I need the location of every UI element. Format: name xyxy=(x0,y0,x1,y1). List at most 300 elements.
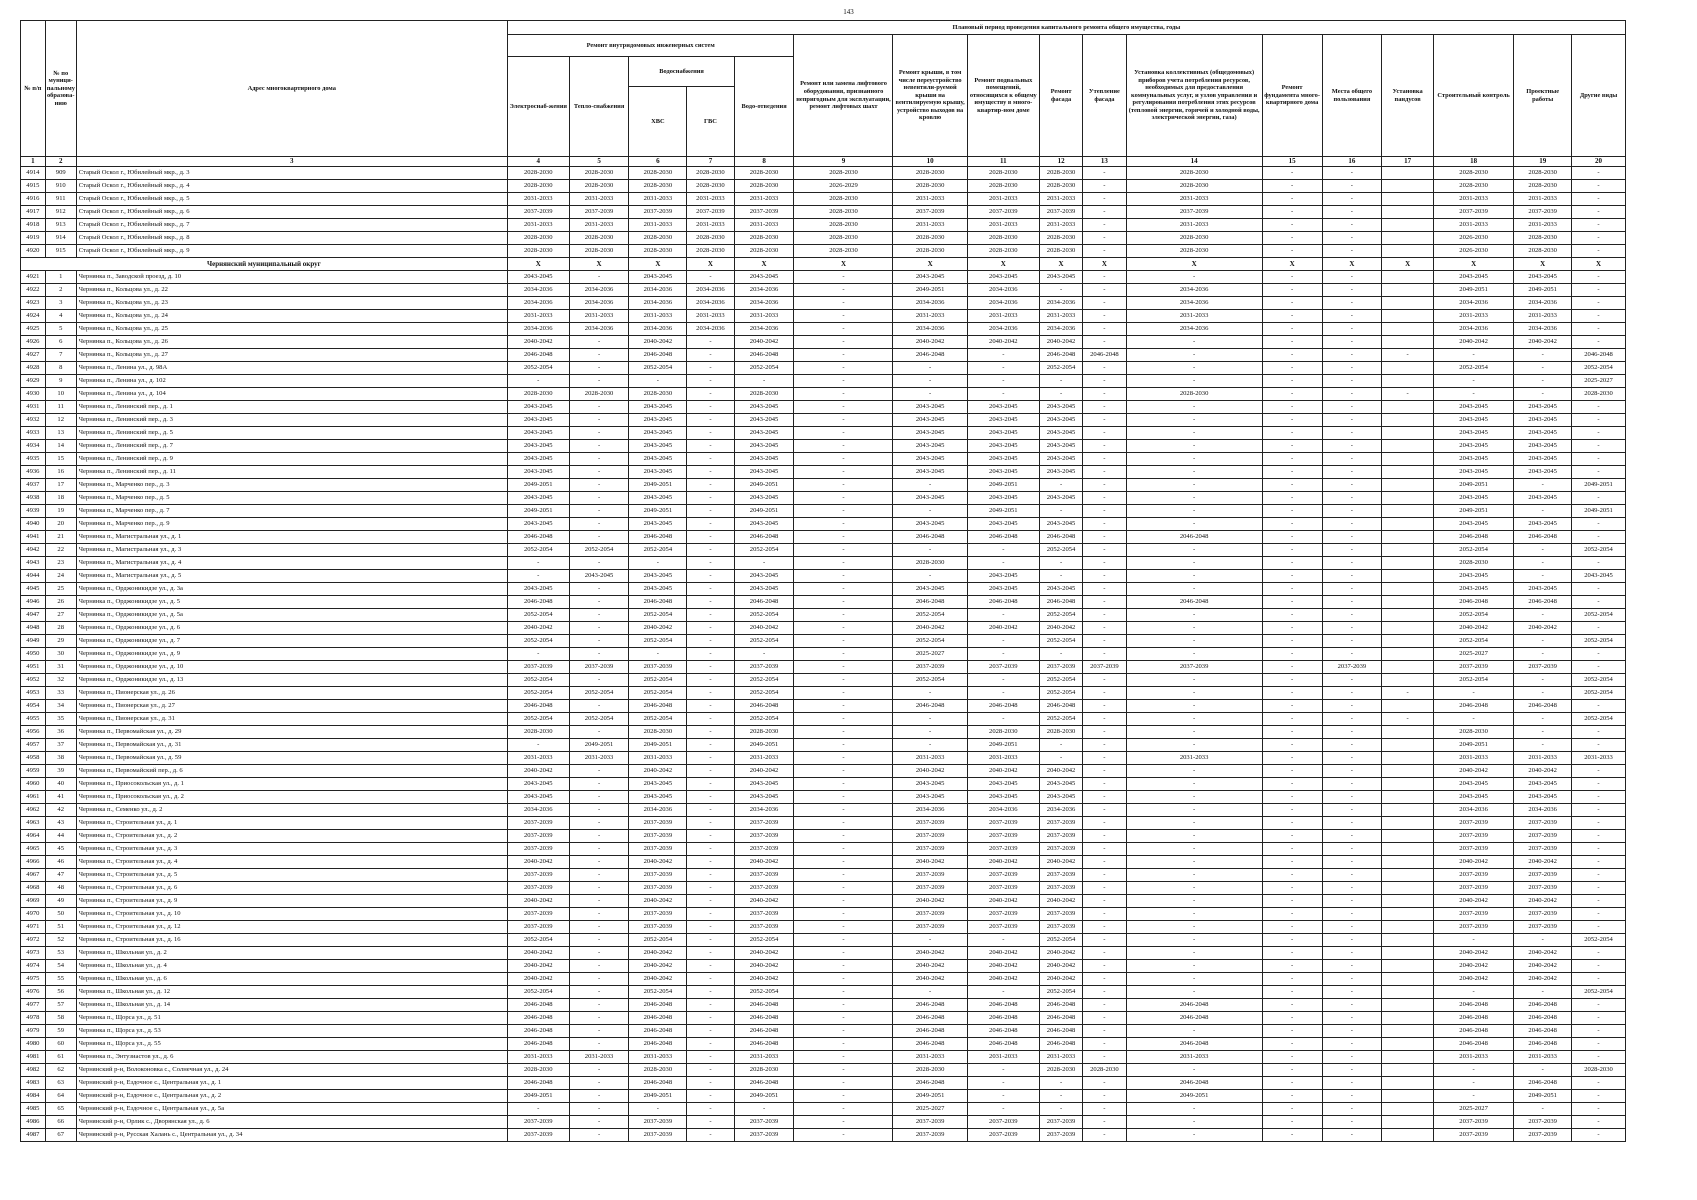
ramps-cell xyxy=(1382,479,1434,492)
address-cell: Чернянка п., Пионерская ул., д. 27 xyxy=(76,700,507,713)
section-mark-cell: X xyxy=(1322,258,1382,271)
meters-cell: 2046-2048 xyxy=(1126,596,1262,609)
gvs-cell: - xyxy=(687,492,734,505)
hvs-cell: 2049-2051 xyxy=(629,505,687,518)
design-works-cell: - xyxy=(1514,713,1572,726)
electro-cell: 2037-2039 xyxy=(507,908,569,921)
roof-cell: 2037-2039 xyxy=(893,817,967,830)
address-cell: Чернянка п., Марченко пер., д. 7 xyxy=(76,505,507,518)
facade-cell: 2052-2054 xyxy=(1039,609,1082,622)
design-works-cell: 2049-2051 xyxy=(1514,1090,1572,1103)
ramps-cell xyxy=(1382,219,1434,232)
basement-cell: 2037-2039 xyxy=(967,882,1039,895)
electro-cell: 2046-2048 xyxy=(507,349,569,362)
gvs-cell: - xyxy=(687,505,734,518)
construction-control-cell: 2031-2033 xyxy=(1433,752,1513,765)
hvs-cell: - xyxy=(629,557,687,570)
row-number-cell: 4931 xyxy=(21,401,46,414)
column-number: 10 xyxy=(893,157,967,167)
insulation-cell: - xyxy=(1083,934,1126,947)
meters-cell: 2046-2048 xyxy=(1126,1038,1262,1051)
facade-cell: 2046-2048 xyxy=(1039,596,1082,609)
foundation-cell: - xyxy=(1262,310,1322,323)
column-number: 20 xyxy=(1572,157,1626,167)
hvs-cell: 2043-2045 xyxy=(629,414,687,427)
heat-cell: - xyxy=(569,908,629,921)
table-row xyxy=(21,713,1626,726)
ramps-cell xyxy=(1382,1116,1434,1129)
drainage-cell: 2046-2048 xyxy=(734,1077,794,1090)
lift-cell: - xyxy=(794,999,893,1012)
gvs-cell: - xyxy=(687,388,734,401)
electro-cell: - xyxy=(507,570,569,583)
mun-number-cell: 3 xyxy=(45,297,76,310)
row-number-cell: 4937 xyxy=(21,479,46,492)
other-cell: 2052-2054 xyxy=(1572,713,1626,726)
hvs-cell: 2043-2045 xyxy=(629,453,687,466)
common-areas-cell: - xyxy=(1322,739,1382,752)
table-row xyxy=(21,232,1626,245)
row-number-cell: 4924 xyxy=(21,310,46,323)
drainage-cell: 2046-2048 xyxy=(734,1025,794,1038)
heat-cell: - xyxy=(569,596,629,609)
table-row xyxy=(21,1025,1626,1038)
construction-control-cell: 2037-2039 xyxy=(1433,869,1513,882)
electro-cell: 2052-2054 xyxy=(507,713,569,726)
drainage-cell: 2037-2039 xyxy=(734,882,794,895)
common-areas-cell: - xyxy=(1322,427,1382,440)
other-cell: - xyxy=(1572,583,1626,596)
drainage-cell: 2046-2048 xyxy=(734,1012,794,1025)
common-areas-cell: - xyxy=(1322,635,1382,648)
basement-cell: 2031-2033 xyxy=(967,193,1039,206)
roof-cell: 2049-2051 xyxy=(893,284,967,297)
column-number: 12 xyxy=(1039,157,1082,167)
column-number: 1 xyxy=(21,157,46,167)
foundation-cell: - xyxy=(1262,739,1322,752)
design-works-cell: 2040-2042 xyxy=(1514,765,1572,778)
row-number-cell: 4967 xyxy=(21,869,46,882)
electro-cell: 2028-2030 xyxy=(507,232,569,245)
common-areas-cell: - xyxy=(1322,934,1382,947)
facade-cell: 2052-2054 xyxy=(1039,635,1082,648)
common-areas-cell: - xyxy=(1322,752,1382,765)
heat-cell: - xyxy=(569,1090,629,1103)
construction-control-cell: 2043-2045 xyxy=(1433,518,1513,531)
mun-number-cell: 13 xyxy=(45,427,76,440)
drainage-cell: 2040-2042 xyxy=(734,765,794,778)
facade-cell: - xyxy=(1039,557,1082,570)
gvs-cell: - xyxy=(687,791,734,804)
electro-cell: 2043-2045 xyxy=(507,791,569,804)
common-areas-cell: - xyxy=(1322,479,1382,492)
basement-cell: 2034-2036 xyxy=(967,323,1039,336)
design-works-cell: 2046-2048 xyxy=(1514,1038,1572,1051)
common-areas-cell: - xyxy=(1322,947,1382,960)
electro-cell: 2043-2045 xyxy=(507,401,569,414)
address-cell: Чернянка п., Ленинский пер., д. 1 xyxy=(76,401,507,414)
address-cell: Чернянка п., Ленинский пер., д. 11 xyxy=(76,466,507,479)
basement-cell: - xyxy=(967,1103,1039,1116)
hvs-cell: 2031-2033 xyxy=(629,752,687,765)
facade-cell: 2043-2045 xyxy=(1039,414,1082,427)
electro-cell: 2037-2039 xyxy=(507,869,569,882)
other-cell: - xyxy=(1572,739,1626,752)
facade-cell: 2037-2039 xyxy=(1039,817,1082,830)
row-number-cell: 4946 xyxy=(21,596,46,609)
mun-number-cell: 66 xyxy=(45,1116,76,1129)
foundation-cell: - xyxy=(1262,1103,1322,1116)
lift-cell: - xyxy=(794,921,893,934)
col-insulation-header: Утепление фасада xyxy=(1083,35,1126,157)
insulation-cell: - xyxy=(1083,323,1126,336)
ramps-cell xyxy=(1382,882,1434,895)
drainage-cell: 2028-2030 xyxy=(734,167,794,180)
insulation-cell: 2028-2030 xyxy=(1083,1064,1126,1077)
lift-cell: - xyxy=(794,1012,893,1025)
lift-cell: - xyxy=(794,609,893,622)
mun-number-cell: 910 xyxy=(45,180,76,193)
foundation-cell: - xyxy=(1262,856,1322,869)
heat-cell: - xyxy=(569,1025,629,1038)
lift-cell: - xyxy=(794,1051,893,1064)
facade-cell: 2034-2036 xyxy=(1039,323,1082,336)
facade-cell: 2046-2048 xyxy=(1039,349,1082,362)
address-cell: Чернянка п., Первомайская ул., д. 29 xyxy=(76,726,507,739)
common-areas-cell: - xyxy=(1322,674,1382,687)
mun-number-cell: 2 xyxy=(45,284,76,297)
address-cell: Чернянка п., Строительная ул., д. 3 xyxy=(76,843,507,856)
construction-control-cell: 2025-2027 xyxy=(1433,1103,1513,1116)
basement-cell: - xyxy=(967,1077,1039,1090)
foundation-cell: - xyxy=(1262,596,1322,609)
address-cell: Чернянка п., Школьная ул., д. 12 xyxy=(76,986,507,999)
address-cell: Чернянский р-н, Ездочное с., Центральная ул., д. 1 xyxy=(76,1077,507,1090)
drainage-cell: - xyxy=(734,1103,794,1116)
gvs-cell: - xyxy=(687,1090,734,1103)
construction-control-cell: 2040-2042 xyxy=(1433,895,1513,908)
design-works-cell: - xyxy=(1514,635,1572,648)
ramps-cell xyxy=(1382,1064,1434,1077)
roof-cell: 2040-2042 xyxy=(893,895,967,908)
heat-cell: 2052-2054 xyxy=(569,687,629,700)
address-cell: Чернянка п., Семенко ул., д. 2 xyxy=(76,804,507,817)
insulation-cell: - xyxy=(1083,1038,1126,1051)
mun-number-cell: 28 xyxy=(45,622,76,635)
design-works-cell: 2034-2036 xyxy=(1514,323,1572,336)
facade-cell: 2040-2042 xyxy=(1039,960,1082,973)
design-works-cell: - xyxy=(1514,674,1572,687)
address-cell: Чернянский р-н, Ездочное с., Центральная ул., д. 2 xyxy=(76,1090,507,1103)
insulation-cell: - xyxy=(1083,180,1126,193)
insulation-cell: - xyxy=(1083,401,1126,414)
hvs-cell: 2037-2039 xyxy=(629,882,687,895)
ramps-cell xyxy=(1382,999,1434,1012)
lift-cell: - xyxy=(794,635,893,648)
ramps-cell xyxy=(1382,297,1434,310)
ramps-cell xyxy=(1382,505,1434,518)
electro-cell: 2034-2036 xyxy=(507,284,569,297)
table-row xyxy=(21,505,1626,518)
hvs-cell: 2037-2039 xyxy=(629,830,687,843)
row-number-cell: 4953 xyxy=(21,687,46,700)
heat-cell: - xyxy=(569,466,629,479)
col-foundation-header: Ремонт фундамента много-квартирного дома xyxy=(1262,35,1322,157)
address-cell: Чернянка п., Магистральная ул., д. 1 xyxy=(76,531,507,544)
basement-cell: 2034-2036 xyxy=(967,284,1039,297)
roof-cell: 2037-2039 xyxy=(893,921,967,934)
mun-number-cell: 16 xyxy=(45,466,76,479)
insulation-cell: - xyxy=(1083,206,1126,219)
insulation-cell: - xyxy=(1083,583,1126,596)
drainage-cell: 2043-2045 xyxy=(734,466,794,479)
table-row xyxy=(21,492,1626,505)
meters-cell: 2046-2048 xyxy=(1126,1077,1262,1090)
facade-cell: 2031-2033 xyxy=(1039,219,1082,232)
meters-cell: - xyxy=(1126,1116,1262,1129)
column-number: 11 xyxy=(967,157,1039,167)
basement-cell: 2040-2042 xyxy=(967,973,1039,986)
lift-cell: - xyxy=(794,453,893,466)
gvs-cell: - xyxy=(687,1129,734,1142)
meters-cell: - xyxy=(1126,908,1262,921)
facade-cell: 2040-2042 xyxy=(1039,856,1082,869)
hvs-cell: 2049-2051 xyxy=(629,479,687,492)
foundation-cell: - xyxy=(1262,713,1322,726)
section-mark-cell: X xyxy=(794,258,893,271)
common-areas-cell: - xyxy=(1322,648,1382,661)
heat-cell: - xyxy=(569,778,629,791)
other-cell: - xyxy=(1572,180,1626,193)
ramps-cell xyxy=(1382,843,1434,856)
gvs-cell: - xyxy=(687,479,734,492)
row-number-cell: 4929 xyxy=(21,375,46,388)
common-areas-cell: - xyxy=(1322,908,1382,921)
table-row xyxy=(21,531,1626,544)
basement-cell: - xyxy=(967,557,1039,570)
insulation-cell: - xyxy=(1083,570,1126,583)
design-works-cell: 2043-2045 xyxy=(1514,791,1572,804)
common-areas-cell: - xyxy=(1322,583,1382,596)
design-works-cell: 2037-2039 xyxy=(1514,1116,1572,1129)
construction-control-cell: 2052-2054 xyxy=(1433,362,1513,375)
lift-cell: - xyxy=(794,323,893,336)
mun-number-cell: 29 xyxy=(45,635,76,648)
gvs-cell: - xyxy=(687,895,734,908)
facade-cell: 2028-2030 xyxy=(1039,726,1082,739)
table-row xyxy=(21,518,1626,531)
insulation-cell: - xyxy=(1083,804,1126,817)
heat-cell: 2028-2030 xyxy=(569,167,629,180)
basement-cell: 2037-2039 xyxy=(967,661,1039,674)
roof-cell: 2043-2045 xyxy=(893,440,967,453)
mun-number-cell: 26 xyxy=(45,596,76,609)
mun-number-cell: 915 xyxy=(45,245,76,258)
insulation-cell: 2046-2048 xyxy=(1083,349,1126,362)
heat-cell: 2043-2045 xyxy=(569,570,629,583)
facade-cell: 2046-2048 xyxy=(1039,999,1082,1012)
roof-cell: 2034-2036 xyxy=(893,297,967,310)
common-areas-cell: 2037-2039 xyxy=(1322,661,1382,674)
heat-cell: - xyxy=(569,505,629,518)
construction-control-cell: 2037-2039 xyxy=(1433,206,1513,219)
mun-number-cell: 1 xyxy=(45,271,76,284)
lift-cell: - xyxy=(794,479,893,492)
design-works-cell: 2031-2033 xyxy=(1514,1051,1572,1064)
roof-cell: 2031-2033 xyxy=(893,1051,967,1064)
row-number-cell: 4932 xyxy=(21,414,46,427)
foundation-cell: - xyxy=(1262,466,1322,479)
foundation-cell: - xyxy=(1262,518,1322,531)
ramps-cell xyxy=(1382,778,1434,791)
electro-cell: 2043-2045 xyxy=(507,778,569,791)
insulation-cell: - xyxy=(1083,336,1126,349)
heat-cell: - xyxy=(569,583,629,596)
mun-number-cell: 913 xyxy=(45,219,76,232)
lift-cell: - xyxy=(794,388,893,401)
heat-cell: - xyxy=(569,830,629,843)
foundation-cell: - xyxy=(1262,947,1322,960)
table-row xyxy=(21,674,1626,687)
hvs-cell: 2031-2033 xyxy=(629,193,687,206)
column-number: 14 xyxy=(1126,157,1262,167)
table-row xyxy=(21,726,1626,739)
roof-cell: 2034-2036 xyxy=(893,323,967,336)
roof-cell: 2037-2039 xyxy=(893,908,967,921)
other-cell: - xyxy=(1572,167,1626,180)
electro-cell: 2052-2054 xyxy=(507,635,569,648)
facade-cell: 2052-2054 xyxy=(1039,713,1082,726)
common-areas-cell: - xyxy=(1322,999,1382,1012)
basement-cell: 2040-2042 xyxy=(967,947,1039,960)
other-cell: - xyxy=(1572,323,1626,336)
facade-cell: 2034-2036 xyxy=(1039,297,1082,310)
construction-control-cell: - xyxy=(1433,1064,1513,1077)
hvs-cell: 2052-2054 xyxy=(629,362,687,375)
mun-number-cell: 49 xyxy=(45,895,76,908)
address-cell: Чернянка п., Первомайская ул., д. 59 xyxy=(76,752,507,765)
heat-cell: 2028-2030 xyxy=(569,388,629,401)
address-cell: Чернянка п., Орджоникидзе ул., д. 9 xyxy=(76,648,507,661)
lift-cell: - xyxy=(794,505,893,518)
address-cell: Чернянский р-н, Русская Халань с., Центральная ул., д. 34 xyxy=(76,1129,507,1142)
address-cell: Чернянка п., Пионерская ул., д. 26 xyxy=(76,687,507,700)
other-cell: - xyxy=(1572,973,1626,986)
drainage-cell: 2049-2051 xyxy=(734,1090,794,1103)
address-cell: Чернянка п., Школьная ул., д. 6 xyxy=(76,973,507,986)
address-cell: Чернянка п., Орджоникидзе ул., д. 7 xyxy=(76,635,507,648)
common-areas-cell: - xyxy=(1322,492,1382,505)
row-number-cell: 4987 xyxy=(21,1129,46,1142)
hvs-cell: - xyxy=(629,375,687,388)
lift-cell: - xyxy=(794,830,893,843)
other-cell: 2031-2033 xyxy=(1572,752,1626,765)
mun-number-cell: 59 xyxy=(45,1025,76,1038)
gvs-cell: - xyxy=(687,414,734,427)
heat-cell: - xyxy=(569,895,629,908)
section-title: Чернянский муниципальный округ xyxy=(21,258,508,271)
common-areas-cell: - xyxy=(1322,921,1382,934)
table-row xyxy=(21,1077,1626,1090)
hvs-cell: 2052-2054 xyxy=(629,934,687,947)
hvs-cell: 2037-2039 xyxy=(629,661,687,674)
construction-control-cell: 2028-2030 xyxy=(1433,167,1513,180)
heat-cell: - xyxy=(569,622,629,635)
address-cell: Чернянский р-н, Ездочное с., Центральная ул., д. 5а xyxy=(76,1103,507,1116)
gvs-cell: - xyxy=(687,271,734,284)
hvs-cell: 2031-2033 xyxy=(629,310,687,323)
address-cell: Старый Оскол г., Юбилейный мкр., д. 3 xyxy=(76,167,507,180)
construction-control-cell: 2040-2042 xyxy=(1433,765,1513,778)
gvs-cell: - xyxy=(687,869,734,882)
common-areas-cell: - xyxy=(1322,713,1382,726)
gvs-cell: - xyxy=(687,362,734,375)
lift-cell: - xyxy=(794,284,893,297)
row-number-cell: 4951 xyxy=(21,661,46,674)
basement-cell: 2037-2039 xyxy=(967,1116,1039,1129)
foundation-cell: - xyxy=(1262,167,1322,180)
facade-cell: 2037-2039 xyxy=(1039,1129,1082,1142)
table-row xyxy=(21,440,1626,453)
insulation-cell: - xyxy=(1083,1012,1126,1025)
gvs-cell: - xyxy=(687,336,734,349)
heat-cell: - xyxy=(569,1038,629,1051)
meters-cell: - xyxy=(1126,570,1262,583)
roof-cell: 2040-2042 xyxy=(893,856,967,869)
hvs-cell: 2040-2042 xyxy=(629,973,687,986)
electro-cell: 2037-2039 xyxy=(507,1129,569,1142)
heat-cell: - xyxy=(569,271,629,284)
mun-number-cell: 909 xyxy=(45,167,76,180)
other-cell: - xyxy=(1572,336,1626,349)
heat-cell: - xyxy=(569,1012,629,1025)
construction-control-cell: 2043-2045 xyxy=(1433,453,1513,466)
roof-cell: 2043-2045 xyxy=(893,427,967,440)
meters-cell: - xyxy=(1126,440,1262,453)
heat-cell: 2034-2036 xyxy=(569,297,629,310)
column-number: 3 xyxy=(76,157,507,167)
address-cell: Чернянка п., Ленина ул., д. 104 xyxy=(76,388,507,401)
insulation-cell: - xyxy=(1083,778,1126,791)
facade-cell: 2037-2039 xyxy=(1039,830,1082,843)
drainage-cell: 2052-2054 xyxy=(734,986,794,999)
address-cell: Чернянка п., Кольцова ул., д. 22 xyxy=(76,284,507,297)
facade-cell: 2043-2045 xyxy=(1039,778,1082,791)
mun-number-cell: 25 xyxy=(45,583,76,596)
design-works-cell: 2037-2039 xyxy=(1514,661,1572,674)
construction-control-cell: - xyxy=(1433,713,1513,726)
drainage-cell: 2037-2039 xyxy=(734,1116,794,1129)
address-cell: Чернянка п., Школьная ул., д. 2 xyxy=(76,947,507,960)
foundation-cell: - xyxy=(1262,791,1322,804)
hvs-cell: 2046-2048 xyxy=(629,1025,687,1038)
insulation-cell: - xyxy=(1083,1051,1126,1064)
meters-cell: - xyxy=(1126,713,1262,726)
electro-cell: 2046-2048 xyxy=(507,700,569,713)
lift-cell: 2028-2030 xyxy=(794,219,893,232)
hvs-cell: 2037-2039 xyxy=(629,869,687,882)
electro-cell: 2046-2048 xyxy=(507,596,569,609)
address-cell: Чернянка п., Ленина ул., д. 102 xyxy=(76,375,507,388)
electro-cell: 2040-2042 xyxy=(507,895,569,908)
other-cell: 2043-2045 xyxy=(1572,570,1626,583)
roof-cell: 2028-2030 xyxy=(893,167,967,180)
basement-cell: 2034-2036 xyxy=(967,297,1039,310)
insulation-cell: - xyxy=(1083,973,1126,986)
table-row xyxy=(21,310,1626,323)
basement-cell: - xyxy=(967,375,1039,388)
design-works-cell: - xyxy=(1514,479,1572,492)
